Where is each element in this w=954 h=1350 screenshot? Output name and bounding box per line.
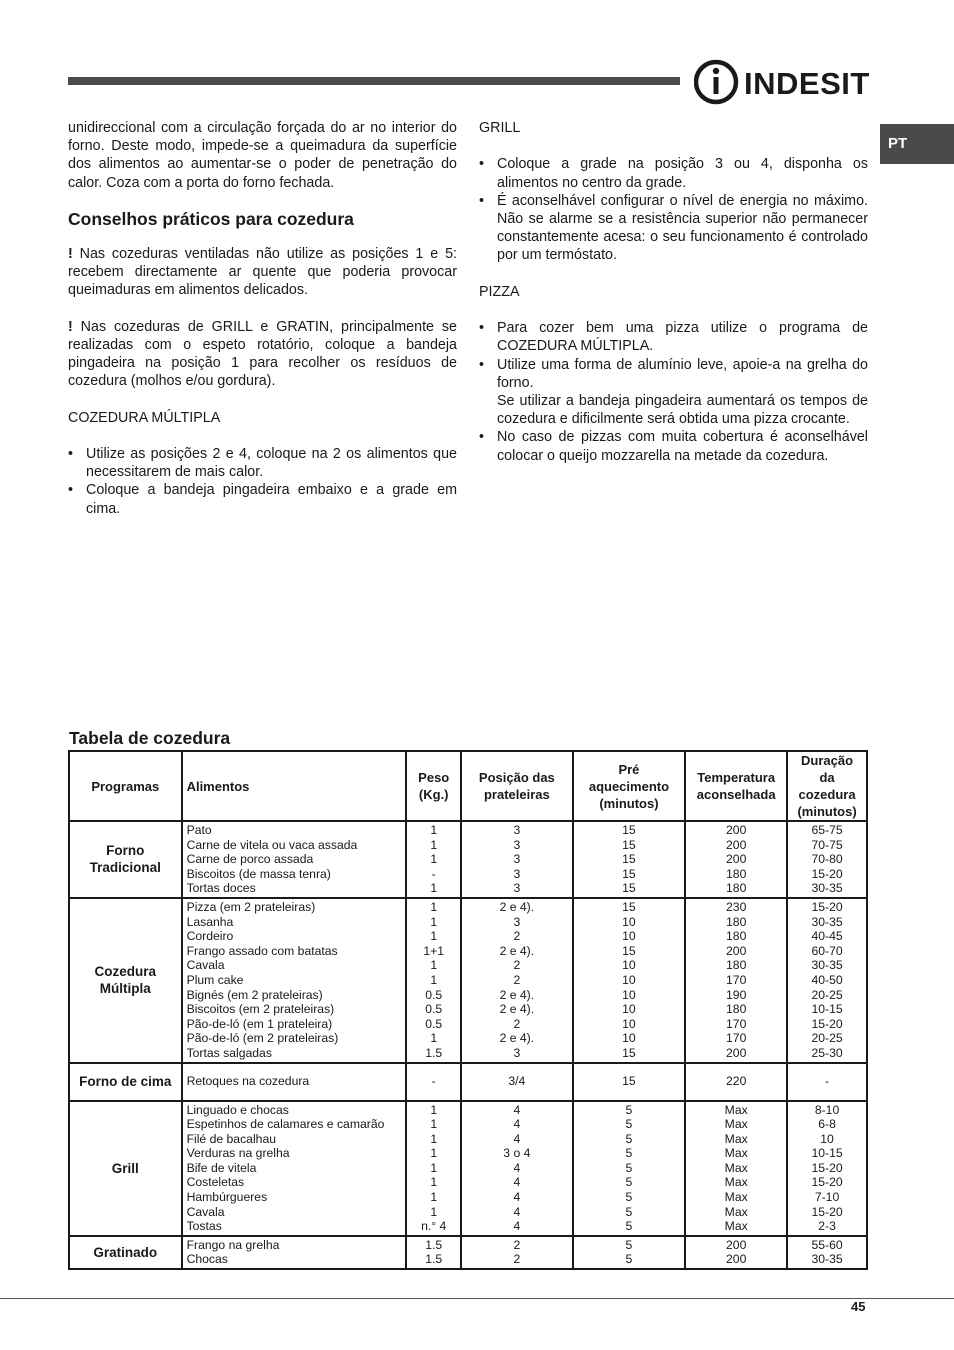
position-value: 3: [513, 1045, 521, 1060]
preheat-value: 10: [622, 1002, 636, 1017]
preheat-value: 10: [622, 958, 636, 973]
note-2-text: Nas cozeduras de GRILL e GRATIN, principalmente se realizadas com o espeto rotatório, coloque a bandeja pingadeira na posição 1 para recolher os resíduos de cozedura (molhos e/ou gordura).: [68, 318, 457, 390]
temperature-value: Max: [724, 1131, 748, 1146]
weight-value: 1: [430, 1131, 438, 1146]
table-title: Tabela de cozedura: [69, 728, 231, 748]
duration-value: 15-20: [811, 1160, 843, 1175]
preheat-value: 5: [625, 1219, 633, 1234]
temperature-cell: [685, 1236, 787, 1269]
table-row: [69, 1063, 867, 1101]
position-value: 2 e 4).: [499, 943, 535, 958]
food-value: Tostas: [186, 1219, 222, 1234]
temperature-value: 200: [726, 852, 747, 867]
duration-value: 30-35: [811, 958, 843, 973]
temperature-value: Max: [724, 1190, 748, 1205]
weight-value: 1: [430, 899, 438, 914]
weight-value: 0.5: [425, 987, 443, 1002]
duration-cell: [787, 1101, 867, 1236]
temperature-value: Max: [724, 1146, 748, 1161]
position-value: 2: [513, 958, 521, 973]
list-item-text: Utilize uma forma de alumínio leve, apoie-a na grelha do forno.: [497, 356, 868, 391]
weight-cell: [406, 821, 461, 898]
position-value: 2 e 4).: [499, 899, 535, 914]
warning-mark: !: [68, 245, 73, 262]
position-value: 4: [513, 1160, 521, 1175]
footer-divider: [0, 1298, 954, 1299]
position-value: 3: [513, 914, 521, 929]
position-value: 4: [513, 1131, 521, 1146]
weight-value: 1: [430, 852, 438, 867]
preheat-cell: [573, 898, 686, 1063]
duration-value: 15-20: [811, 866, 843, 881]
weight-value: 1: [430, 837, 438, 852]
preheat-value: 15: [622, 899, 636, 914]
weight-value: n.° 4: [421, 1219, 447, 1234]
preheat-cell: [573, 1236, 686, 1269]
weight-value: 1: [430, 823, 438, 837]
position-value: 2: [513, 1252, 521, 1267]
weight-value: 1: [430, 972, 438, 987]
table-row: [69, 1101, 867, 1236]
food-value: Bife de vitela: [186, 1160, 257, 1175]
duration-value: 10-15: [811, 1146, 843, 1161]
position-value: 3: [513, 823, 521, 837]
preheat-value: 15: [622, 881, 636, 896]
duration-value: 25-30: [811, 1045, 843, 1060]
temperature-value: 180: [726, 958, 747, 973]
header-pre-aquecimento: Pré aquecimento (minutos): [573, 751, 686, 821]
temperature-value: 200: [726, 1252, 747, 1267]
intro-paragraph: unidireccional com a circulação forçada do ar no interior do forno. Deste modo, impede-se a queimadura da superfície dos alimentos ao aumentar-se o poder de penetração do calor. Coza com a porta do forno fechada.: [68, 120, 457, 191]
food-value: Pizza (em 2 prateleiras): [186, 899, 316, 914]
header-duracao: Duração da cozedura (minutos): [787, 751, 867, 821]
indesit-logo: [694, 58, 870, 106]
preheat-value: 5: [625, 1175, 633, 1190]
weight-value: -: [431, 1074, 436, 1089]
duration-value: 30-35: [811, 914, 843, 929]
weight-value: 1: [430, 1190, 438, 1205]
weight-value: 1.5: [425, 1252, 443, 1267]
position-value: 2: [513, 929, 521, 944]
temperature-cell: [685, 1063, 787, 1101]
preheat-value: 5: [625, 1117, 633, 1132]
header-bar: [68, 77, 680, 85]
position-value: 2: [513, 1016, 521, 1031]
header-peso: Peso (Kg.): [406, 751, 461, 821]
subheading-cozedura-multipla: COZEDURA MÚLTIPLA: [68, 409, 221, 426]
preheat-value: 5: [625, 1131, 633, 1146]
position-value: 2: [513, 972, 521, 987]
note-1-text: Nas cozeduras ventiladas não utilize as posições 1 e 5: recebem directamente ar quente que poderia provocar queimaduras em alimentos delicados.: [68, 245, 457, 299]
program-cell: Forno Tradicional: [69, 821, 182, 898]
warning-mark: !: [68, 318, 73, 335]
food-value: Hambúrgueres: [186, 1190, 268, 1205]
position-value: 2 e 4).: [499, 1002, 535, 1017]
weight-cell: [406, 898, 461, 1063]
position-value: 2 e 4).: [499, 987, 535, 1002]
preheat-cell: [573, 821, 686, 898]
temperature-value: 200: [726, 1045, 747, 1060]
duration-value: 20-25: [811, 1031, 843, 1046]
position-value: 4: [513, 1102, 521, 1117]
temperature-value: 200: [726, 1237, 747, 1252]
temperature-value: 230: [726, 899, 747, 914]
list-item-text: Se utilizar a bandeja pingadeira aumentará os tempos de cozedura e dificilmente será obtida uma pizza crocante.: [497, 393, 868, 428]
position-value: 4: [513, 1117, 521, 1132]
brand-text: INDESIT: [744, 66, 870, 101]
preheat-value: 15: [622, 1074, 636, 1089]
temperature-cell: [685, 898, 787, 1063]
position-value: 3: [513, 852, 521, 867]
food-value: Biscoitos (em 2 prateleiras): [186, 1002, 335, 1017]
preheat-value: 15: [622, 837, 636, 852]
preheat-value: 5: [625, 1160, 633, 1175]
temperature-value: Max: [724, 1175, 748, 1190]
weight-value: 1: [430, 958, 438, 973]
program-cell: Grill: [69, 1101, 182, 1236]
weight-value: 1: [430, 1117, 438, 1132]
duration-value: -: [825, 1074, 830, 1089]
temperature-value: 200: [726, 837, 747, 852]
food-value: Cavala: [186, 958, 225, 973]
duration-value: 15-20: [811, 1204, 843, 1219]
list-item: • Para cozer bem uma pizza utilize o programa de COZEDURA MÚLTIPLA.: [479, 319, 868, 355]
list-item: • No caso de pizzas com muita cobertura é aconselhável colocar o queijo mozzarella na metade da cozedura.: [479, 428, 868, 464]
header-temperatura: Temperatura aconselhada: [685, 751, 787, 821]
preheat-value: 10: [622, 914, 636, 929]
preheat-value: 15: [622, 866, 636, 881]
weight-cell: [406, 1236, 461, 1269]
duration-value: 70-80: [811, 852, 843, 867]
food-cell: [182, 1236, 407, 1269]
food-cell: [182, 1101, 407, 1236]
preheat-value: 15: [622, 943, 636, 958]
duration-cell: [787, 821, 867, 898]
preheat-value: 10: [622, 972, 636, 987]
duration-cell: [787, 898, 867, 1063]
food-value: Pão-de-ló (em 1 prateleira): [186, 1016, 333, 1031]
food-cell: [182, 1063, 407, 1101]
temperature-value: Max: [724, 1102, 748, 1117]
preheat-value: 10: [622, 1016, 636, 1031]
temperature-cell: [685, 821, 787, 898]
temperature-value: 180: [726, 1002, 747, 1017]
list-item: • Utilize as posições 2 e 4, coloque na 2 os alimentos que necessitarem de mais calor.: [68, 445, 457, 481]
weight-value: 1: [430, 881, 438, 896]
food-value: Plum cake: [186, 972, 244, 987]
position-cell: [461, 898, 573, 1063]
duration-value: 6-8: [818, 1117, 836, 1132]
weight-value: 0.5: [425, 1002, 443, 1017]
position-cell: [461, 1101, 573, 1236]
food-value: Frango na grelha: [186, 1237, 280, 1252]
duration-value: 10: [820, 1131, 834, 1146]
food-value: Tortas salgadas: [186, 1045, 272, 1060]
position-value: 3 o 4: [503, 1146, 531, 1161]
duration-cell: [787, 1063, 867, 1101]
note-2: [68, 318, 457, 391]
duration-value: 20-25: [811, 987, 843, 1002]
weight-value: 1: [430, 1160, 438, 1175]
position-value: 4: [513, 1175, 521, 1190]
preheat-value: 15: [622, 1045, 636, 1060]
duration-value: 15-20: [811, 1175, 843, 1190]
left-column: [68, 119, 457, 518]
weight-value: -: [431, 866, 436, 881]
position-value: 2 e 4).: [499, 1031, 535, 1046]
duration-value: 40-50: [811, 972, 843, 987]
food-value: Linguado e chocas: [186, 1102, 289, 1117]
temperature-value: 180: [726, 866, 747, 881]
preheat-value: 5: [625, 1146, 633, 1161]
preheat-value: 5: [625, 1237, 633, 1252]
cooking-table: [68, 750, 868, 1270]
preheat-value: 10: [622, 1031, 636, 1046]
preheat-value: 5: [625, 1102, 633, 1117]
food-value: Filé de bacalhau: [186, 1131, 276, 1146]
food-value: Pato: [186, 823, 212, 837]
weight-value: 1: [430, 914, 438, 929]
program-cell: Cozedura Múltipla: [69, 898, 182, 1063]
food-value: Cordeiro: [186, 929, 234, 944]
weight-value: 1: [430, 1175, 438, 1190]
position-value: 2: [513, 1237, 521, 1252]
food-value: Tortas doces: [186, 881, 256, 896]
table-body: [69, 821, 867, 1269]
temperature-value: 170: [726, 1016, 747, 1031]
table-row: [69, 898, 867, 1063]
header-posicao: Posição das prateleiras: [461, 751, 573, 821]
duration-value: 65-75: [811, 823, 843, 837]
position-cell: [461, 821, 573, 898]
header-programas: Programas: [69, 751, 182, 821]
duration-value: 30-35: [811, 1252, 843, 1267]
food-value: Costeletas: [186, 1175, 245, 1190]
temperature-value: 170: [726, 1031, 747, 1046]
preheat-cell: [573, 1063, 686, 1101]
temperature-value: Max: [724, 1160, 748, 1175]
temperature-value: 190: [726, 987, 747, 1002]
position-value: 3: [513, 837, 521, 852]
list-item: • Coloque a grade na posição 3 ou 4, disponha os alimentos no centro da grade.: [479, 155, 868, 191]
food-value: Chocas: [186, 1252, 228, 1267]
food-value: Cavala: [186, 1204, 225, 1219]
preheat-value: 10: [622, 929, 636, 944]
duration-value: 40-45: [811, 929, 843, 944]
duration-value: 15-20: [811, 1016, 843, 1031]
food-value: Bignés (em 2 prateleiras): [186, 987, 323, 1002]
position-cell: [461, 1063, 573, 1101]
position-value: 4: [513, 1190, 521, 1205]
food-value: Frango assado com batatas: [186, 943, 338, 958]
position-value: 3: [513, 866, 521, 881]
program-cell: Gratinado: [69, 1236, 182, 1269]
temperature-value: 200: [726, 943, 747, 958]
food-value: Biscoitos (de massa tenra): [186, 866, 331, 881]
note-1: [68, 245, 457, 300]
position-cell: [461, 1236, 573, 1269]
preheat-value: 15: [622, 823, 636, 837]
weight-value: 0.5: [425, 1016, 443, 1031]
duration-value: 55-60: [811, 1237, 843, 1252]
section-heading: Conselhos práticos para cozedura: [68, 208, 354, 229]
food-value: Carne de vitela ou vaca assada: [186, 837, 358, 852]
duration-value: 15-20: [811, 899, 843, 914]
weight-cell: [406, 1101, 461, 1236]
temperature-value: 200: [726, 823, 747, 837]
program-cell: Forno de cima: [69, 1063, 182, 1101]
temperature-value: 170: [726, 972, 747, 987]
list-item: [479, 356, 868, 429]
page-number: 45: [851, 1299, 866, 1314]
preheat-value: 5: [625, 1204, 633, 1219]
language-tab: PT: [880, 124, 954, 164]
duration-value: 8-10: [814, 1102, 840, 1117]
duration-value: 10-15: [811, 1002, 843, 1017]
temperature-value: Max: [724, 1117, 748, 1132]
position-value: 3: [513, 881, 521, 896]
position-value: 4: [513, 1219, 521, 1234]
duration-value: 60-70: [811, 943, 843, 958]
weight-value: 1+1: [423, 943, 445, 958]
food-value: Verduras na grelha: [186, 1146, 290, 1161]
food-cell: [182, 821, 407, 898]
temperature-value: 220: [726, 1074, 747, 1089]
position-value: 4: [513, 1204, 521, 1219]
preheat-value: 5: [625, 1190, 633, 1205]
preheat-cell: [573, 1101, 686, 1236]
duration-value: 2-3: [818, 1219, 836, 1234]
preheat-value: 10: [622, 987, 636, 1002]
weight-value: 1: [430, 1204, 438, 1219]
food-cell: [182, 898, 407, 1063]
list-item: • Coloque a bandeja pingadeira embaixo e a grade em cima.: [68, 481, 457, 517]
duration-cell: [787, 1236, 867, 1269]
table-header-row: [69, 751, 867, 821]
table-row: [69, 821, 867, 898]
right-column: [479, 119, 868, 465]
subheading-grill: GRILL: [479, 120, 521, 136]
temperature-value: 180: [726, 914, 747, 929]
temperature-value: 180: [726, 881, 747, 896]
temperature-cell: [685, 1101, 787, 1236]
weight-value: 1.5: [425, 1045, 443, 1060]
food-value: Lasanha: [186, 914, 234, 929]
weight-value: 1: [430, 1102, 438, 1117]
temperature-value: 180: [726, 929, 747, 944]
duration-value: 7-10: [814, 1190, 840, 1205]
header-alimentos: Alimentos: [182, 751, 407, 821]
weight-value: 1: [430, 1146, 438, 1161]
weight-value: 1.5: [425, 1237, 443, 1252]
food-value: Espetinhos de calamares e camarão: [186, 1117, 385, 1132]
weight-value: 1: [430, 929, 438, 944]
list-item: • É aconselhável configurar o nível de energia no máximo. Não se alarme se a resistência superior não permanecer constantemente acesa: o seu funcionamento é controlado por um termóstato.: [479, 192, 868, 265]
food-value: Carne de porco assada: [186, 852, 314, 867]
duration-value: 70-75: [811, 837, 843, 852]
table-row: [69, 1236, 867, 1269]
food-value: Retoques na cozedura: [186, 1074, 310, 1089]
subheading-pizza: PIZZA: [479, 283, 520, 300]
position-value: 3/4: [508, 1074, 526, 1089]
duration-value: 30-35: [811, 881, 843, 896]
preheat-value: 15: [622, 852, 636, 867]
preheat-value: 5: [625, 1252, 633, 1267]
temperature-value: Max: [724, 1204, 748, 1219]
weight-value: 1: [430, 1031, 438, 1046]
temperature-value: Max: [724, 1219, 748, 1234]
food-value: Pão-de-ló (em 2 prateleiras): [186, 1031, 339, 1046]
weight-cell: [406, 1063, 461, 1101]
